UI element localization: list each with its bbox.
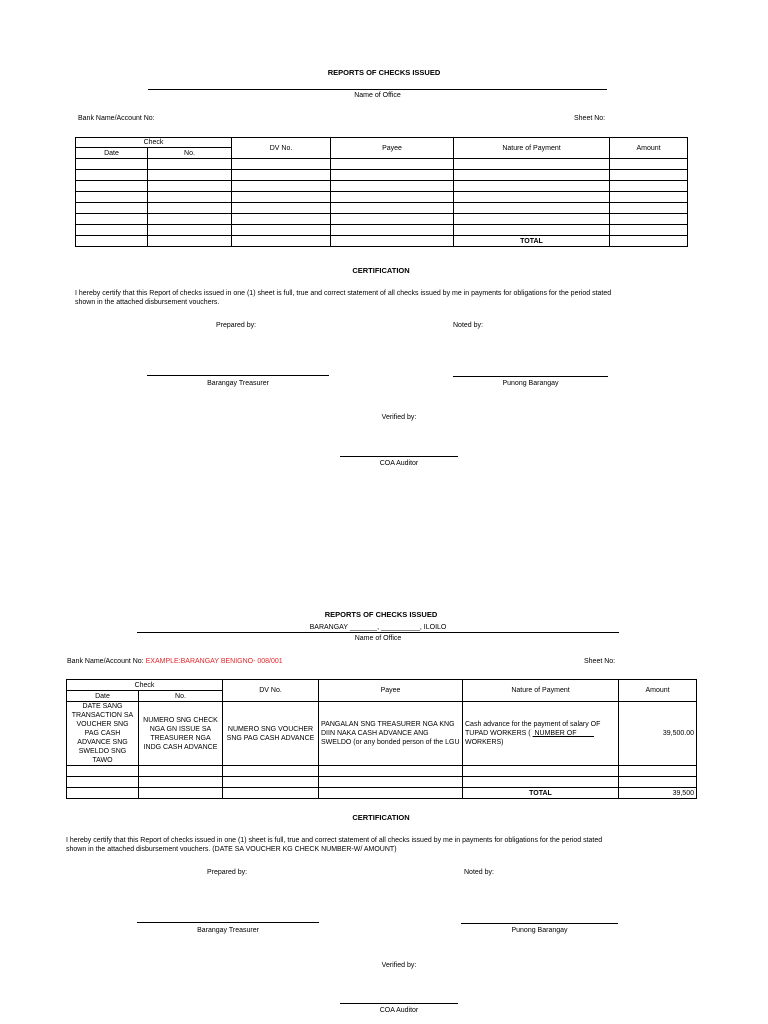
table-row: [67, 777, 697, 788]
nature-text: Cash advance for the payment of salary OF TUPAD WORKERS (: [465, 721, 601, 737]
certification-text: [75, 289, 695, 307]
treasurer-label: Barangay Treasurer: [207, 380, 269, 387]
cell-no: NUMERO SNG CHECK NGA GN ISSUE SA TREASURER NGA INDG CASH ADVANCE: [139, 702, 223, 766]
signature-line: [137, 922, 319, 923]
check-header: Check: [67, 680, 223, 691]
cert-line: I hereby certify that this Report of checks issued in one (1) sheet is full, true and correct statement of all checks issued by me in payments for obligations for the period stated: [75, 290, 612, 297]
office-name-label: Name of Office: [354, 635, 402, 642]
check-header: Check: [76, 138, 232, 148]
payee-header: Payee: [319, 680, 463, 702]
table-row: [76, 214, 688, 225]
punong-label: Punong Barangay: [502, 380, 559, 387]
bank-account-label: Bank Name/Account No:: [78, 115, 155, 122]
no-header: No.: [148, 148, 232, 159]
cert-line: I hereby certify that this Report of checks issued in one (1) sheet is full, true and correct statement of all checks issued by me in payments for obligations for the period stated: [66, 837, 603, 844]
checks-table-example: [66, 679, 697, 799]
sheet-no-label: Sheet No:: [584, 658, 616, 665]
nature-header: Nature of Payment: [454, 138, 610, 159]
table-row: [76, 192, 688, 203]
total-amount: 39,500: [619, 788, 697, 799]
bank-example: EXAMPLE:BARANGAY BENIGNO- 008/001: [145, 658, 283, 665]
auditor-label: COA Auditor: [379, 460, 419, 467]
verified-by-label: Verified by:: [381, 414, 417, 421]
auditor-label: COA Auditor: [379, 1007, 419, 1014]
table-row: [76, 225, 688, 236]
date-header: Date: [76, 148, 148, 159]
amount-header: Amount: [619, 680, 697, 702]
payee-header: Payee: [331, 138, 454, 159]
office-name-line: [148, 89, 607, 90]
no-header: No.: [139, 691, 223, 702]
total-row: [67, 788, 697, 799]
amount-header: Amount: [610, 138, 688, 159]
nature-text-end: WORKERS): [465, 739, 504, 746]
treasurer-label: Barangay Treasurer: [197, 927, 259, 934]
nature-underline: NUMBER OF: [532, 730, 594, 737]
signature-line: [340, 1003, 458, 1004]
barangay-line: BARANGAY _______, __________, ILOILO: [309, 624, 447, 631]
cell-dv: NUMERO SNG VOUCHER SNG PAG CASH ADVANCE: [223, 702, 319, 766]
total-row: [76, 236, 688, 247]
punong-label: Punong Barangay: [511, 927, 568, 934]
bank-account-line: [67, 658, 283, 665]
office-name-label: Name of Office: [354, 92, 401, 99]
prepared-by-label: Prepared by:: [216, 322, 257, 329]
signature-line: [340, 456, 458, 457]
table-row: [67, 702, 697, 766]
bank-account-label: Bank Name/Account No:: [67, 658, 144, 665]
table-row: [76, 159, 688, 170]
signature-line: [461, 923, 618, 924]
cell-date: DATE SANG TRANSACTION SA VOUCHER SNG PAG CASH ADVANCE SNG SWELDO SNG TAWO: [67, 702, 139, 766]
cell-amount: 39,500.00: [619, 702, 697, 766]
noted-by-label: Noted by:: [453, 322, 483, 329]
dv-header: DV No.: [232, 138, 331, 159]
office-name-line: [137, 632, 619, 633]
form2-title: REPORTS OF CHECKS ISSUED: [324, 610, 438, 619]
table-row: [67, 766, 697, 777]
signature-line: [147, 375, 329, 376]
signature-line: [453, 376, 608, 377]
date-header: Date: [67, 691, 139, 702]
form1-title: REPORTS OF CHECKS ISSUED: [327, 68, 441, 77]
noted-by-label: Noted by:: [464, 869, 494, 876]
verified-by-label: Verified by:: [381, 962, 417, 969]
prepared-by-label: Prepared by:: [207, 869, 248, 876]
sheet-no-label: Sheet No:: [574, 115, 606, 122]
total-label: TOTAL: [454, 236, 610, 247]
table-row: [76, 203, 688, 214]
nature-header: Nature of Payment: [463, 680, 619, 702]
table-row: [76, 170, 688, 181]
cert-line: shown in the attached disbursement vouchers. (DATE SA VOUCHER KG CHECK NUMBER-W/ AMOUNT): [66, 846, 397, 853]
certification-title: CERTIFICATION: [352, 813, 410, 822]
table-row: [76, 181, 688, 192]
cert-line: shown in the attached disbursement vouchers.: [75, 299, 220, 306]
certification-title: CERTIFICATION: [352, 266, 410, 275]
cell-nature: [463, 702, 619, 766]
checks-table: [75, 137, 688, 247]
certification-text: [66, 836, 706, 854]
dv-header: DV No.: [223, 680, 319, 702]
total-label: TOTAL: [463, 788, 619, 799]
cell-payee: PANGALAN SNG TREASURER NGA KNG DIIN NAKA CASH ADVANCE ANG SWELDO (or any bonded person of the LGU: [319, 702, 463, 766]
